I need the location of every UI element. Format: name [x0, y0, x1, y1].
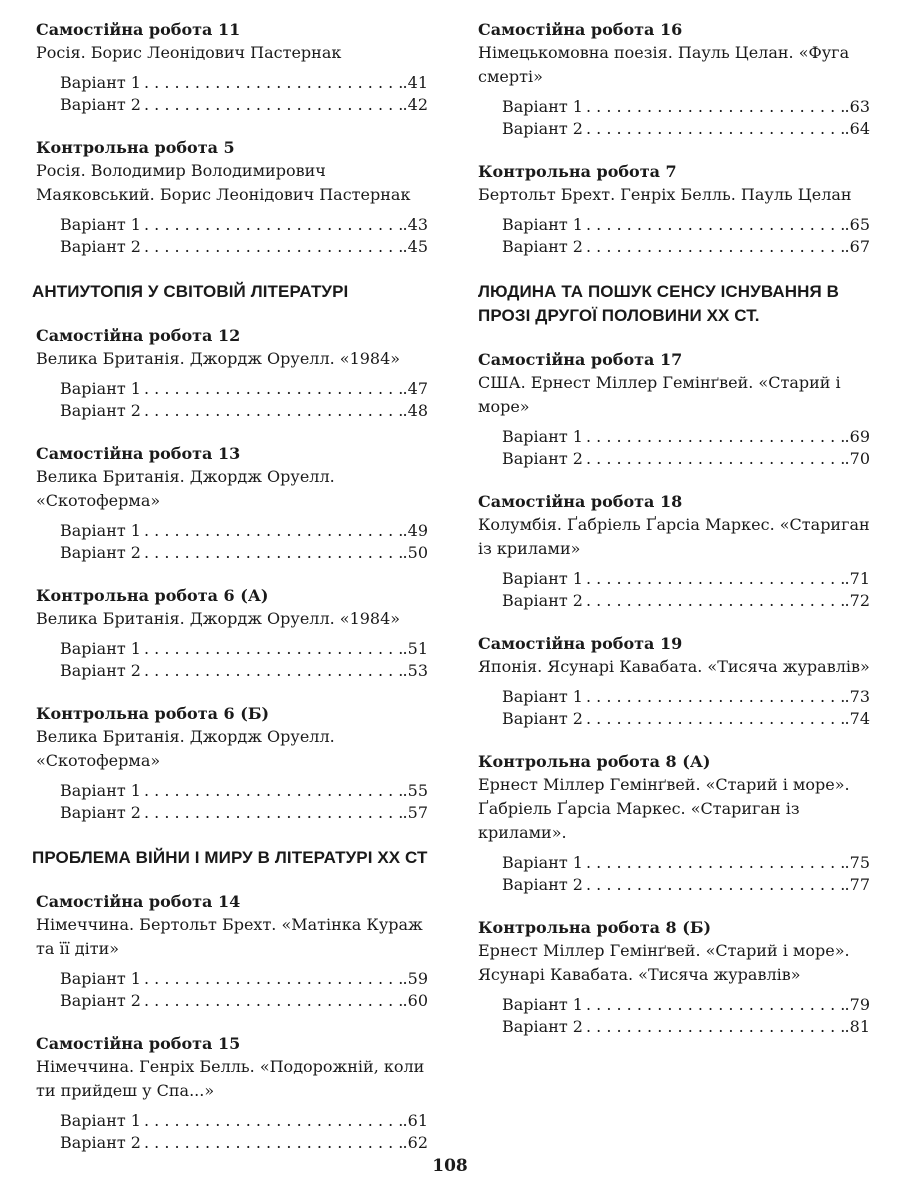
variant-page-number: .74	[844, 709, 870, 728]
variant-row[interactable]	[60, 94, 428, 116]
variant-row[interactable]	[60, 1132, 428, 1154]
variant-row[interactable]	[60, 214, 428, 236]
entry-title: Самостійна робота 12	[36, 326, 241, 345]
variant-list	[36, 638, 428, 682]
variant-page-number: .55	[402, 781, 428, 800]
entry-description: Ернест Міллер Гемінґвей. «Старий і море». Ґабріель Ґарсіа Маркес. «Стариган із крилами».	[478, 775, 850, 842]
variant-page-number: .57	[402, 803, 428, 822]
variant-label: Варіант 1	[60, 781, 141, 800]
entry-description: Росія. Борис Леонідович Пастернак	[36, 43, 342, 62]
variant-row[interactable]	[502, 994, 870, 1016]
variant-row[interactable]	[502, 236, 870, 258]
variant-page-number: .79	[844, 995, 870, 1014]
variant-label: Варіант 1	[60, 521, 141, 540]
entry-description: Німеччина. Генріх Белль. «Подорожній, коли ти прийдеш у Спа...»	[36, 1057, 425, 1100]
dot-leader	[586, 1016, 844, 1038]
variant-row[interactable]	[60, 802, 428, 824]
variant-label: Варіант 1	[502, 569, 583, 588]
variant-row[interactable]	[60, 72, 428, 94]
variant-page-number: .43	[402, 215, 428, 234]
variant-page-number: .75	[844, 853, 870, 872]
dot-leader	[586, 874, 844, 896]
variant-page-number: .62	[402, 1133, 428, 1152]
variant-label: Варіант 2	[60, 1133, 141, 1152]
dot-leader	[144, 542, 402, 564]
variant-page-number: .65	[844, 215, 870, 234]
toc-entry	[36, 1032, 428, 1154]
dot-leader	[144, 1110, 402, 1132]
variant-list	[478, 214, 870, 258]
dot-leader	[144, 236, 402, 258]
variant-row[interactable]	[502, 426, 870, 448]
variant-row[interactable]	[60, 542, 428, 564]
variant-row[interactable]	[502, 214, 870, 236]
variant-row[interactable]	[502, 852, 870, 874]
variant-list	[478, 568, 870, 612]
variant-label: Варіант 1	[60, 215, 141, 234]
dot-leader	[144, 990, 402, 1012]
variant-label: Варіант 2	[60, 543, 141, 562]
variant-row[interactable]	[60, 236, 428, 258]
variant-page-number: .67	[844, 237, 870, 256]
entry-description: Німеччина. Бертольт Брехт. «Матінка Кураж та її діти»	[36, 915, 423, 958]
variant-list	[36, 72, 428, 116]
dot-leader	[586, 236, 844, 258]
entry-description: Японія. Ясунарі Кавабата. «Тисяча журавлів»	[478, 657, 870, 676]
dot-leader	[586, 448, 844, 470]
variant-page-number: .73	[844, 687, 870, 706]
entry-description: Велика Британія. Джордж Оруелл. «Скотоферма»	[36, 727, 335, 770]
variant-label: Варіант 2	[60, 237, 141, 256]
entry-description: Німецькомовна поезія. Пауль Целан. «Фуга смерті»	[478, 43, 850, 86]
variant-label: Варіант 2	[502, 119, 583, 138]
dot-leader	[586, 852, 844, 874]
variant-row[interactable]	[60, 520, 428, 542]
variant-label: Варіант 2	[60, 803, 141, 822]
entry-title: Контрольна робота 8 (Б)	[478, 918, 712, 937]
variant-page-number: .51	[402, 639, 428, 658]
variant-page-number: .41	[402, 73, 428, 92]
entry-description: Росія. Володимир Володимирович Маяковський. Борис Леонідович Пастернак	[36, 161, 411, 204]
entry-title: Контрольна робота 7	[478, 162, 677, 181]
variant-list	[478, 96, 870, 140]
variant-page-number: .49	[402, 521, 428, 540]
toc-entry	[478, 916, 870, 1038]
section-heading: АНТИУТОПІЯ У СВІТОВІЙ ЛІТЕРАТУРІ	[32, 282, 349, 301]
variant-label: Варіант 1	[502, 215, 583, 234]
page-number: 108	[432, 1156, 468, 1176]
variant-page-number: .47	[402, 379, 428, 398]
toc-entry	[478, 18, 870, 140]
variant-label: Варіант 1	[502, 427, 583, 446]
variant-label: Варіант 2	[60, 661, 141, 680]
variant-row[interactable]	[502, 590, 870, 612]
entry-description: США. Ернест Міллер Гемінґвей. «Старий і море»	[478, 373, 841, 416]
entry-description: Велика Британія. Джордж Оруелл. «1984»	[36, 349, 401, 368]
toc-entry	[478, 632, 870, 730]
variant-label: Варіант 1	[60, 639, 141, 658]
toc-left-column	[32, 18, 428, 1174]
variant-label: Варіант 1	[60, 73, 141, 92]
variant-row[interactable]	[502, 118, 870, 140]
variant-label: Варіант 2	[502, 449, 583, 468]
entry-title: Самостійна робота 14	[36, 892, 241, 911]
variant-label: Варіант 1	[502, 687, 583, 706]
variant-list	[36, 214, 428, 258]
variant-row[interactable]	[502, 1016, 870, 1038]
dot-leader	[144, 94, 402, 116]
variant-label: Варіант 1	[60, 969, 141, 988]
variant-row[interactable]	[60, 1110, 428, 1132]
dot-leader	[586, 96, 844, 118]
variant-row[interactable]	[60, 638, 428, 660]
dot-leader	[144, 968, 402, 990]
dot-leader	[144, 638, 402, 660]
variant-label: Варіант 2	[502, 875, 583, 894]
variant-page-number: .59	[402, 969, 428, 988]
variant-page-number: .72	[844, 591, 870, 610]
dot-leader	[586, 426, 844, 448]
section-heading: ПРОБЛЕМА ВІЙНИ І МИРУ В ЛІТЕРАТУРІ ХХ СТ	[32, 848, 428, 867]
variant-list	[478, 686, 870, 730]
section-heading: ЛЮДИНА ТА ПОШУК СЕНСУ ІСНУВАННЯ В ПРОЗІ ДРУГОЇ ПОЛОВИНИ ХХ СТ.	[478, 282, 840, 325]
toc-entry	[36, 136, 428, 258]
variant-row[interactable]	[502, 568, 870, 590]
dot-leader	[144, 520, 402, 542]
dot-leader	[144, 72, 402, 94]
variant-row[interactable]	[502, 686, 870, 708]
variant-page-number: .71	[844, 569, 870, 588]
variant-list	[478, 852, 870, 896]
dot-leader	[586, 118, 844, 140]
variant-page-number: .77	[844, 875, 870, 894]
entry-title: Контрольна робота 6 (А)	[36, 586, 269, 605]
toc-entry	[36, 890, 428, 1012]
variant-page-number: .61	[402, 1111, 428, 1130]
dot-leader	[144, 780, 402, 802]
variant-list	[36, 378, 428, 422]
variant-label: Варіант 2	[60, 401, 141, 420]
variant-label: Варіант 1	[502, 97, 583, 116]
entry-description: Велика Британія. Джордж Оруелл. «Скотоферма»	[36, 467, 335, 510]
entry-title: Самостійна робота 17	[478, 350, 683, 369]
entry-title: Самостійна робота 13	[36, 444, 241, 463]
entry-description: Ернест Міллер Гемінґвей. «Старий і море». Ясунарі Кавабата. «Тисяча журавлів»	[478, 941, 850, 984]
toc-entry	[478, 490, 870, 612]
variant-list	[36, 1110, 428, 1154]
variant-page-number: .42	[402, 95, 428, 114]
dot-leader	[144, 378, 402, 400]
variant-page-number: .70	[844, 449, 870, 468]
entry-description: Велика Британія. Джордж Оруелл. «1984»	[36, 609, 401, 628]
variant-list	[478, 994, 870, 1038]
dot-leader	[144, 1132, 402, 1154]
dot-leader	[586, 708, 844, 730]
dot-leader	[586, 214, 844, 236]
variant-label: Варіант 1	[502, 995, 583, 1014]
dot-leader	[144, 400, 402, 422]
toc-entry	[36, 324, 428, 422]
variant-row[interactable]	[60, 660, 428, 682]
variant-label: Варіант 1	[60, 1111, 141, 1130]
variant-list	[478, 426, 870, 470]
variant-row[interactable]	[502, 874, 870, 896]
variant-list	[36, 968, 428, 1012]
toc-entry	[478, 348, 870, 470]
toc-entry	[36, 702, 428, 824]
variant-label: Варіант 2	[502, 709, 583, 728]
variant-row[interactable]	[60, 968, 428, 990]
dot-leader	[144, 802, 402, 824]
variant-list	[36, 520, 428, 564]
variant-label: Варіант 2	[502, 237, 583, 256]
variant-page-number: .48	[402, 401, 428, 420]
variant-label: Варіант 2	[502, 591, 583, 610]
variant-row[interactable]	[502, 448, 870, 470]
toc-entry	[478, 160, 870, 258]
variant-row[interactable]	[60, 378, 428, 400]
toc-entry	[478, 750, 870, 896]
variant-row[interactable]	[502, 96, 870, 118]
dot-leader	[586, 568, 844, 590]
variant-page-number: .64	[844, 119, 870, 138]
variant-page-number: .53	[402, 661, 428, 680]
entry-title: Самостійна робота 18	[478, 492, 683, 511]
dot-leader	[586, 686, 844, 708]
variant-page-number: .69	[844, 427, 870, 446]
variant-label: Варіант 2	[60, 95, 141, 114]
toc-entry	[36, 18, 428, 116]
entry-title: Контрольна робота 8 (А)	[478, 752, 711, 771]
dot-leader	[144, 214, 402, 236]
variant-row[interactable]	[60, 780, 428, 802]
entry-title: Самостійна робота 16	[478, 20, 683, 39]
entry-title: Контрольна робота 5	[36, 138, 235, 157]
toc-entry	[36, 442, 428, 564]
variant-label: Варіант 2	[502, 1017, 583, 1036]
toc-right-column	[478, 18, 870, 1058]
dot-leader	[586, 994, 844, 1016]
entry-title: Самостійна робота 11	[36, 20, 241, 39]
toc-entry	[36, 584, 428, 682]
variant-page-number: .63	[844, 97, 870, 116]
dot-leader	[144, 660, 402, 682]
entry-description: Колумбія. Ґабріель Ґарсіа Маркес. «Стариган із крилами»	[478, 515, 870, 558]
entry-title: Самостійна робота 15	[36, 1034, 241, 1053]
variant-label: Варіант 2	[60, 991, 141, 1010]
variant-label: Варіант 1	[502, 853, 583, 872]
variant-page-number: .60	[402, 991, 428, 1010]
variant-page-number: .50	[402, 543, 428, 562]
variant-row[interactable]	[60, 990, 428, 1012]
entry-title: Самостійна робота 19	[478, 634, 683, 653]
variant-row[interactable]	[502, 708, 870, 730]
variant-row[interactable]	[60, 400, 428, 422]
variant-page-number: .81	[844, 1017, 870, 1036]
entry-title: Контрольна робота 6 (Б)	[36, 704, 270, 723]
entry-description: Бертольт Брехт. Генріх Белль. Пауль Целан	[478, 185, 852, 204]
variant-list	[36, 780, 428, 824]
variant-label: Варіант 1	[60, 379, 141, 398]
variant-page-number: .45	[402, 237, 428, 256]
dot-leader	[586, 590, 844, 612]
